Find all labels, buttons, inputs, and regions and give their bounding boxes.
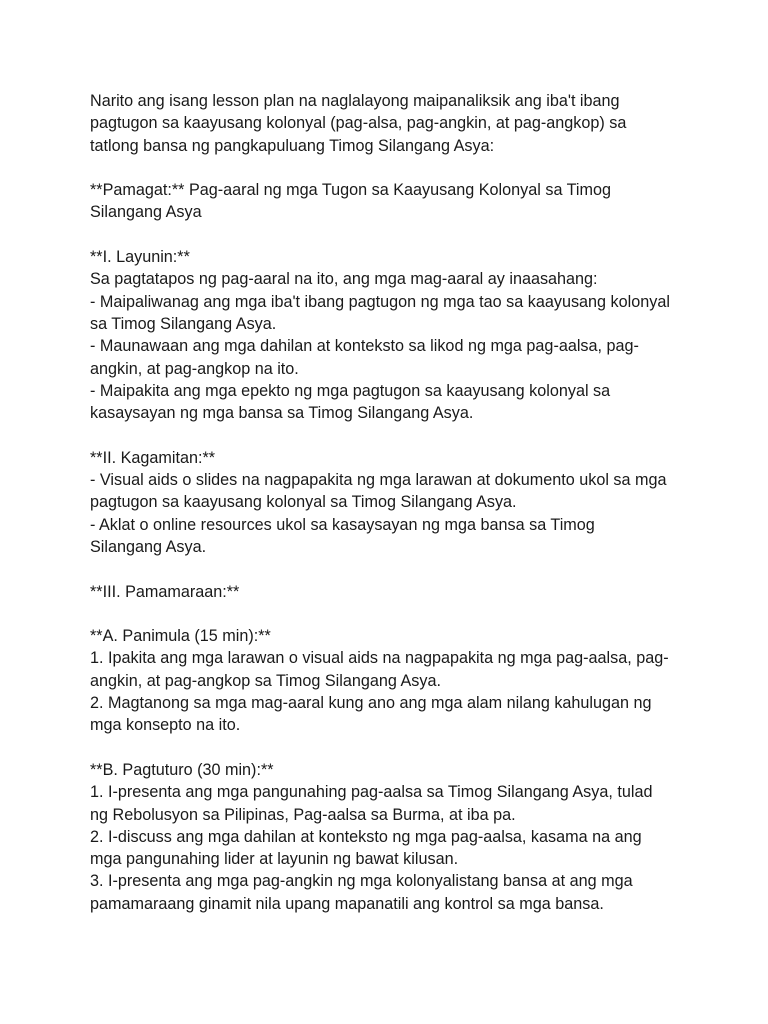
text-line: ng Rebolusyon sa Pilipinas, Pag-aalsa sa Burma, at iba pa. xyxy=(90,805,516,824)
text-line: 1. I-presenta ang mga pangunahing pag-aalsa sa Timog Silangang Asya, tulad xyxy=(90,783,653,802)
text-line: - Visual aids o slides na nagpapakita ng mga larawan at dokumento ukol sa mga xyxy=(90,471,667,490)
text-line: tatlong bansa ng pangkapuluang Timog Silangang Asya: xyxy=(90,136,495,155)
text-line: kasaysayan ng mga bansa sa Timog Silangang Asya. xyxy=(90,404,474,423)
text-line: 3. I-presenta ang mga pag-angkin ng mga kolonyalistang bansa at ang mga xyxy=(90,872,633,891)
section-heading: **B. Pagtuturo (30 min):** xyxy=(90,760,274,779)
blank-line xyxy=(90,737,690,759)
text-line: pamamaraang ginamit nila upang mapanatili ang kontrol sa mga bansa. xyxy=(90,894,604,913)
document-body xyxy=(90,90,690,915)
text-line: pagtugon sa kaayusang kolonyal (pag-alsa, pag-angkin, at pag-angkop) sa xyxy=(90,114,627,133)
text-line: Silangang Asya xyxy=(90,203,202,222)
materials-section xyxy=(90,447,690,558)
procedure-heading: **III. Pamamaraan:** xyxy=(90,582,240,601)
text-line: 2. I-discuss ang mga dahilan at konteksto ng mga pag-aalsa, kasama na ang xyxy=(90,827,642,846)
section-heading: **II. Kagamitan:** xyxy=(90,448,216,467)
objectives-section xyxy=(90,246,690,424)
blank-line xyxy=(90,224,690,246)
text-line: pagtugon sa kaayusang kolonyal sa Timog Silangang Asya. xyxy=(90,493,517,512)
text-line: angkin, at pag-angkop sa Timog Silangang Asya. xyxy=(90,671,441,690)
section-heading: **A. Panimula (15 min):** xyxy=(90,627,271,646)
text-line: mga pangunahing lider at layunin ng bawat kilusan. xyxy=(90,850,459,869)
panimula-section xyxy=(90,625,690,736)
text-line: - Maipakita ang mga epekto ng mga pagtugon sa kaayusang kolonyal sa xyxy=(90,381,611,400)
text-line: Silangang Asya. xyxy=(90,537,207,556)
text-line: **Pamagat:** Pag-aaral ng mga Tugon sa Kaayusang Kolonyal sa Timog xyxy=(90,181,612,200)
text-line: sa Timog Silangang Asya. xyxy=(90,314,277,333)
text-line: angkin, at pag-angkop na ito. xyxy=(90,359,299,378)
blank-line xyxy=(90,157,690,179)
text-line: 1. Ipakita ang mga larawan o visual aids na nagpapakita ng mga pag-aalsa, pag- xyxy=(90,649,669,668)
text-line: Sa pagtatapos ng pag-aaral na ito, ang mga mag-aaral ay inaasahang: xyxy=(90,270,598,289)
text-line: - Aklat o online resources ukol sa kasaysayan ng mga bansa sa Timog xyxy=(90,515,595,534)
text-line: Narito ang isang lesson plan na naglalayong maipanaliksik ang iba't ibang xyxy=(90,92,620,110)
section-heading: **I. Layunin:** xyxy=(90,248,190,267)
pagtuturo-section xyxy=(90,759,690,915)
text-line: 2. Magtanong sa mga mag-aaral kung ano ang mga alam nilang kahulugan ng xyxy=(90,694,652,713)
title-paragraph xyxy=(90,179,690,224)
blank-line xyxy=(90,558,690,580)
blank-line xyxy=(90,603,690,625)
intro-paragraph xyxy=(90,90,690,157)
text-line: mga konsepto na ito. xyxy=(90,716,241,735)
text-line: - Maunawaan ang mga dahilan at konteksto sa likod ng mga pag-aalsa, pag- xyxy=(90,337,639,356)
blank-line xyxy=(90,424,690,446)
text-line: - Maipaliwanag ang mga iba't ibang pagtugon ng mga tao sa kaayusang kolonyal xyxy=(90,292,670,311)
